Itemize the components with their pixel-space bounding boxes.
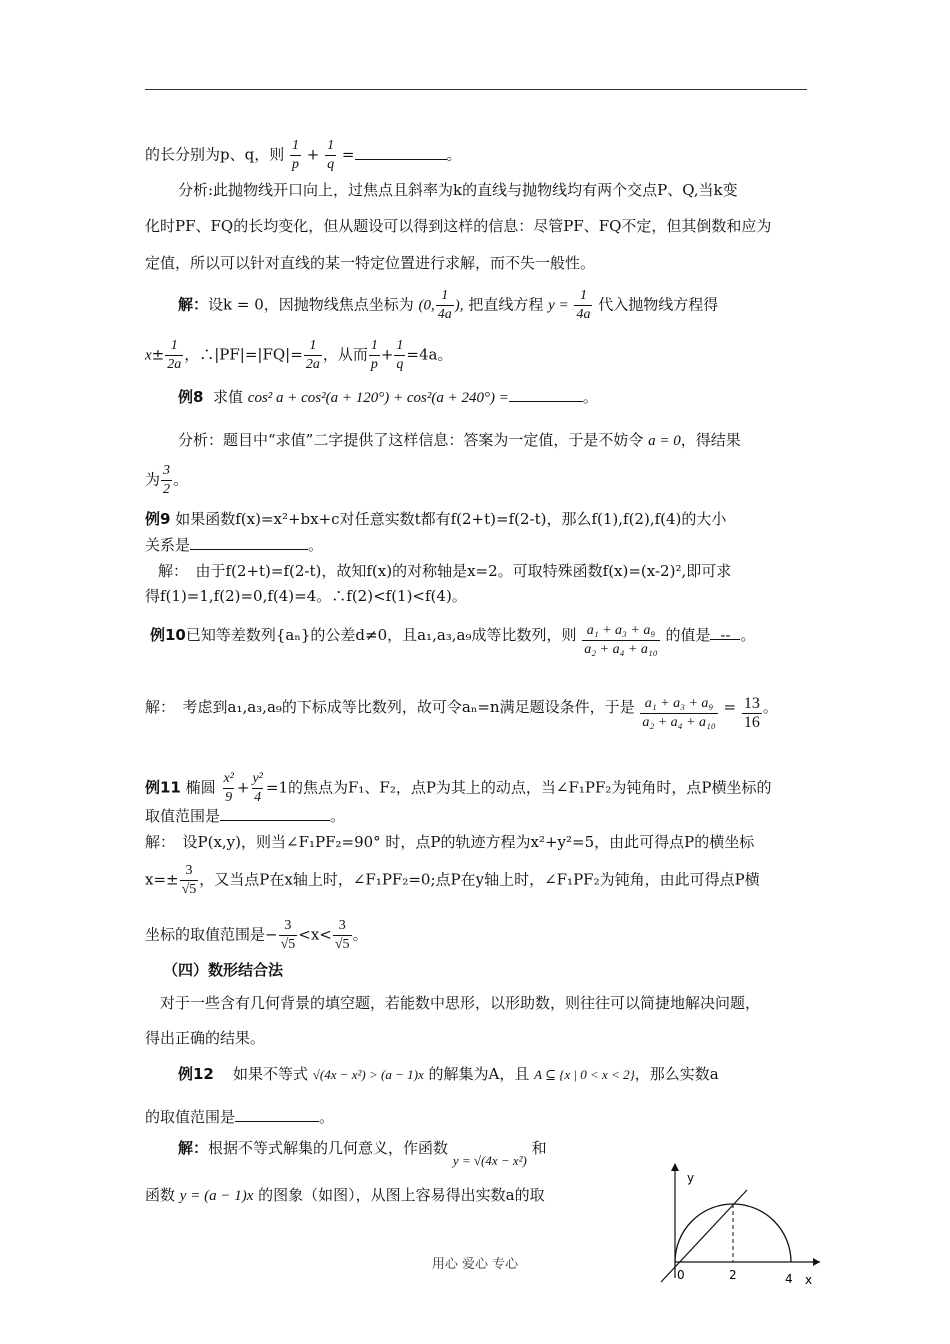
- analysis-line-1: 分析:此抛物线开口向上，过焦点且斜率为k的直线与抛物线均有两个交点P、Q,当k变: [178, 181, 738, 199]
- solution-11-a: 解： 设P(x,y)，则当∠F₁PF₂=90° 时，点P的轨迹方程为x²+y²=5，由此可得点P的横坐标: [145, 833, 755, 851]
- example-10: 例10已知等差数列{aₙ}的公差d≠0，且a₁,a₃,a₉成等比数列，则 $\frac{\text{a₁ + a₃ + a₉}}{\text{a₂ + a₄ + a₁₀}}$ 的值是 -- 。: [150, 623, 756, 657]
- example-12-cont: 的取值范围是 。: [145, 1108, 335, 1126]
- solution-line-2: x± $\frac{1}{2a}$ ，∴|PF|=|FQ|= $\frac{1}{2a}$ ，从而 $\frac{1}{p}$ + $\frac{1}{q}$ =4a。: [145, 338, 453, 372]
- answer-blank: [220, 806, 330, 821]
- solution-9-a: 解： 由于f(2+t)=f(2-t)，故知f(x)的对称轴是x=2。可取特殊函数f(x)=(x-2)²,即可求: [158, 562, 732, 580]
- answer-blank: [355, 145, 447, 160]
- x-axis-label: x: [805, 1273, 813, 1287]
- tick-2: 2: [729, 1268, 737, 1282]
- solution-11-b: x=± $\frac{3}{√5}$ ，又当点P在x轴上时，∠F₁PF₂=0;点P在y轴上时，∠F₁PF₂为钝角，由此可得点P横: [145, 863, 760, 897]
- solution-12-b: 函数 y = (a − 1)x 的图象（如图），从图上容易得出实数a的取: [145, 1186, 545, 1204]
- section-heading: （四）数形结合法: [163, 961, 284, 979]
- section-text-2: 得出正确的结果。: [145, 1029, 266, 1047]
- tick-4: 4: [785, 1272, 793, 1286]
- solution-line-1: 解：设k = 0，因抛物线焦点坐标为 (0, $\frac{1}{4a}$ ), 把直线方程 y = $\frac{1}{4a}$ 代入抛物线方程得: [178, 288, 719, 322]
- y-axis-label: y: [687, 1171, 695, 1185]
- analysis-8: 分析：题目中“求值”二字提供了这样信息：答案为一定值，于是不妨令 a = 0，得结果: [178, 431, 741, 449]
- example-8: 例8 求值 cos² a + cos²(a + 120°) + cos²(a + 240°) = 。: [178, 388, 598, 406]
- tick-0: 0: [677, 1268, 685, 1282]
- example-9: 例9 如果函数f(x)=x²+bx+c对任意实数t都有f(2+t)=f(2-t)，那么f(1),f(2),f(4)的大小: [145, 510, 727, 528]
- analysis-8-result: 为 $\frac{3}{2}$ 。: [145, 463, 189, 497]
- page-footer: 用心 爱心 专心: [431, 1257, 519, 1272]
- answer-blank: [235, 1107, 319, 1122]
- header-rule: [145, 89, 807, 90]
- y-axis-arrow: [671, 1163, 679, 1171]
- analysis-line-2: 化时PF、FQ的长均变化，但从题设可以得到这样的信息：尽管PF、FQ不定，但其倒数和应为: [145, 217, 772, 235]
- line-pq: 的长分别为p、q，则 $\frac{1}{p}$ + $\frac{1}{q}$ = 。: [145, 138, 462, 172]
- solution-12-a: 解：根据不等式解集的几何意义，作函数 y = √(4x − x²) 和: [178, 1139, 547, 1168]
- solution-9-b: 得f(1)=1,f(2)=0,f(4)=4。∴f(2)<f(1)<f(4)。: [145, 587, 467, 605]
- answer-blank: [190, 535, 308, 550]
- section-text-1: 对于一些含有几何背景的填空题，若能数中思形，以形助数，则往往可以简捷地解决问题，: [160, 994, 761, 1012]
- example-11: 例11 椭圆 $\frac{\text{x²}}{9}$ + $\frac{\text{y²}}{4}$ =1的焦点为F₁、F₂，点P为其上的动点，当∠F₁PF₂为钝角时，点P横坐标的: [145, 771, 772, 805]
- example-12: 例12 如果不等式 √(4x − x²) > (a − 1)x 的解集为A，且 A ⊆ {x | 0 < x < 2}，那么实数a: [178, 1065, 719, 1083]
- answer-blank: [509, 387, 583, 402]
- solution-10: 解： 考虑到a₁,a₃,a₉的下标成等比数列，故可令aₙ=n满足题设条件，于是 $\frac{\text{a₁ + a₃ + a₉}}{\text{a₂ + a₄ + a₁₀}}$ = $\frac{13}{16}$ 。: [145, 695, 778, 731]
- example-9-cont: 关系是 。: [145, 536, 324, 554]
- fraction-1-over-p: $\frac{1}{p}$: [292, 138, 299, 172]
- fraction-1-over-q: $\frac{1}{q}$: [327, 138, 335, 172]
- analysis-line-3: 定值，所以可以针对直线的某一特定位置进行求解，而不失一般性。: [145, 254, 596, 272]
- solution-11-c: 坐标的取值范围是− $\frac{3}{√5}$ <x< $\frac{3}{√5}$ 。: [145, 918, 368, 952]
- example-11-cont: 取值范围是 。: [145, 807, 346, 825]
